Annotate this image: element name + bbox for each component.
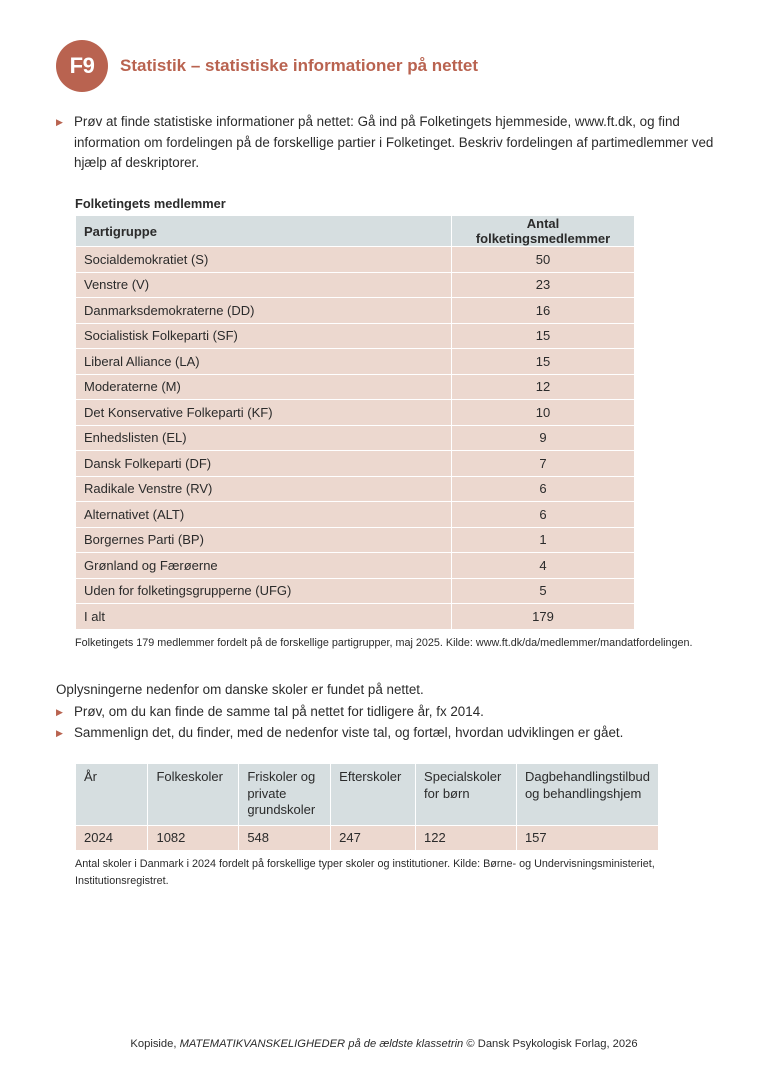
column-header-dagbehandling: Dagbehandlingstilbud og behandlingshjem <box>516 764 658 826</box>
column-header-friskoler: Friskoler og private grundskoler <box>239 764 331 826</box>
table-row <box>76 604 635 630</box>
table-row <box>76 553 635 579</box>
table-row <box>76 272 635 298</box>
column-header-members: Antal folketingsmedlemmer <box>452 216 635 247</box>
table-row <box>76 502 635 528</box>
triangle-bullet-icon: ▶ <box>56 707 63 717</box>
cell-members: 7 <box>452 451 635 477</box>
table-row <box>76 298 635 324</box>
cell-members: 12 <box>452 374 635 400</box>
task-1 <box>56 112 736 174</box>
section2-bullets <box>56 702 736 743</box>
task-1-text: Prøv at finde statistiske informationer på nettet: Gå ind på Folketingets hjemmeside, www.ft.dk, og find information om fordelingen på de forskellige partier i Folketinget. Beskriv fordelingen af partimedlemmer ved hjælp af deskriptorer. <box>74 114 714 170</box>
cell-members: 50 <box>452 247 635 273</box>
cell-members: 23 <box>452 272 635 298</box>
footer-prefix: Kopiside, <box>130 1038 180 1050</box>
cell-members: 6 <box>452 502 635 528</box>
cell-members: 5 <box>452 578 635 604</box>
cell-party: Dansk Folkeparti (DF) <box>76 451 452 477</box>
table-header-row <box>76 216 635 247</box>
cell-friskoler: 548 <box>239 825 331 850</box>
cell-party: Grønland og Færøerne <box>76 553 452 579</box>
cell-party: Alternativet (ALT) <box>76 502 452 528</box>
column-header-folkeskoler: Folkeskoler <box>148 764 239 826</box>
parties-table <box>75 215 635 630</box>
cell-specialskoler: 122 <box>416 825 517 850</box>
cell-party: Uden for folketingsgrupperne (UFG) <box>76 578 452 604</box>
cell-members: 15 <box>452 323 635 349</box>
table-row <box>76 400 635 426</box>
table-row <box>76 476 635 502</box>
cell-party: Socialdemokratiet (S) <box>76 247 452 273</box>
cell-party: Det Konservative Folkeparti (KF) <box>76 400 452 426</box>
column-header-party: Partigruppe <box>76 216 452 247</box>
table-row <box>76 578 635 604</box>
list-item <box>56 702 736 723</box>
column-header-efterskoler: Efterskoler <box>331 764 416 826</box>
table-row <box>76 374 635 400</box>
table-row <box>76 247 635 273</box>
section2-intro: Oplysningerne nedenfor om danske skoler er fundet på nettet. <box>56 682 424 697</box>
footer-copyright: © Dansk Psykologisk Forlag, 2026 <box>463 1038 638 1050</box>
bullet-text: Prøv, om du kan finde de samme tal på nettet for tidligere år, fx 2014. <box>74 704 484 719</box>
page-title: Statistik – statistiske informationer på nettet <box>120 56 479 75</box>
table-row <box>76 527 635 553</box>
table-row <box>76 349 635 375</box>
table-header-row <box>76 764 659 826</box>
cell-party: Liberal Alliance (LA) <box>76 349 452 375</box>
cell-party: I alt <box>76 604 452 630</box>
column-header-specialskoler: Specialskoler for børn <box>416 764 517 826</box>
cell-party: Borgernes Parti (BP) <box>76 527 452 553</box>
footer-book-title: MATEMATIKVANSKELIGHEDER på de ældste klassetrin <box>179 1038 464 1050</box>
cell-members: 10 <box>452 400 635 426</box>
cell-party: Moderaterne (M) <box>76 374 452 400</box>
page-footer <box>0 1038 768 1050</box>
cell-party: Socialistisk Folkeparti (SF) <box>76 323 452 349</box>
cell-party: Danmarksdemokraterne (DD) <box>76 298 452 324</box>
cell-members: 1 <box>452 527 635 553</box>
table-row <box>76 323 635 349</box>
cell-members: 15 <box>452 349 635 375</box>
cell-folkeskoler: 1082 <box>148 825 239 850</box>
cell-party: Enhedslisten (EL) <box>76 425 452 451</box>
cell-members: 9 <box>452 425 635 451</box>
cell-members: 16 <box>452 298 635 324</box>
triangle-bullet-icon: ▶ <box>56 117 63 127</box>
table1-caption: Folketingets 179 medlemmer fordelt på de forskellige partigrupper, maj 2025. Kilde: www.ft.dk/da/medlemmer/mandatfordelingen. <box>75 637 693 649</box>
cell-party: Radikale Venstre (RV) <box>76 476 452 502</box>
task-1-bullet <box>56 112 736 174</box>
table1-title: Folketingets medlemmer <box>75 196 226 211</box>
list-item <box>56 723 736 744</box>
cell-party: Venstre (V) <box>76 272 452 298</box>
table-row <box>76 425 635 451</box>
cell-members: 6 <box>452 476 635 502</box>
column-header-year: År <box>76 764 148 826</box>
triangle-bullet-icon: ▶ <box>56 727 63 738</box>
bullet-text: Sammenlign det, du finder, med de nedenfor viste tal, og fortæl, hvordan udviklingen er gået. <box>74 724 624 740</box>
table-row <box>76 825 659 850</box>
cell-year: 2024 <box>76 825 148 850</box>
table2-caption: Antal skoler i Danmark i 2024 fordelt på forskellige typer skoler og institutioner. Kilde: Børne- og Undervisningsministeriet, Institutionsregistret. <box>75 858 655 887</box>
cell-members: 179 <box>452 604 635 630</box>
page-header <box>56 40 478 92</box>
table-row <box>76 451 635 477</box>
section-badge: F9 <box>56 40 108 92</box>
cell-dagbehandling: 157 <box>516 825 658 850</box>
cell-members: 4 <box>452 553 635 579</box>
schools-table <box>75 763 659 851</box>
cell-efterskoler: 247 <box>331 825 416 850</box>
